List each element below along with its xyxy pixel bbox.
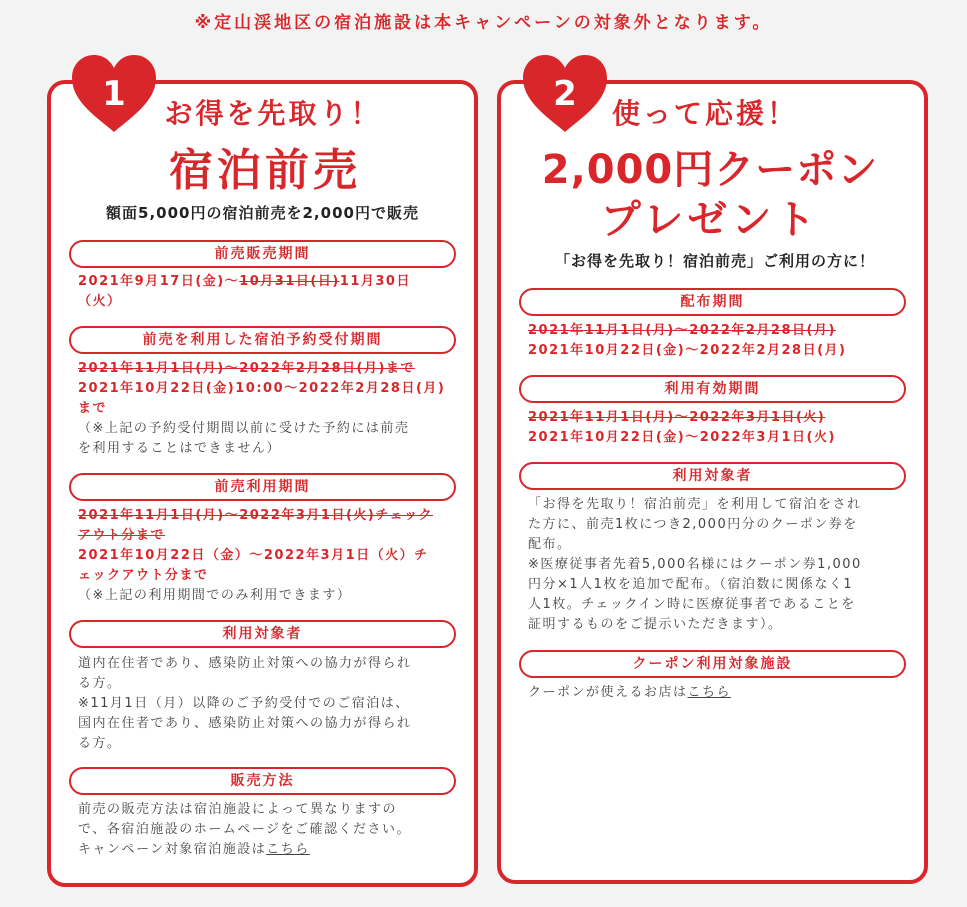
sale-period-weekday: （火）	[78, 294, 122, 309]
distribution-text	[528, 321, 900, 361]
target-line-5: る方。	[78, 736, 122, 751]
use-period-new-2: ェックアウト分まで	[78, 568, 209, 583]
coupon-target-line-4: ※医療従事者先着5,000名様にはクーポン券1,000	[528, 557, 862, 572]
coupon-shops-link[interactable]: こちら	[687, 685, 732, 700]
coupon-target-line-3: 配布。	[528, 537, 572, 552]
booking-period-new-2: まで	[78, 401, 108, 416]
use-period-note: （※上記の利用期間でのみ利用できます）	[78, 588, 352, 603]
coupon-target-line-7: 証明するものをご提示いただきます）。	[528, 617, 783, 632]
sale-period-start: 2021年9月17日(金)～	[78, 274, 240, 289]
booking-period-old: 2021年11月1日(月)～2022年2月28日(月)まで	[78, 361, 415, 376]
section-label-target: 利用対象者	[69, 620, 456, 648]
distribution-old: 2021年11月1日(月)～2022年2月28日(月)	[528, 323, 836, 338]
coupon-target-line-1: 「お得を先取り！宿泊前売」を利用して宿泊をされ	[528, 497, 862, 512]
section-label-coupon-target: 利用対象者	[519, 462, 906, 490]
heart-badge-1	[68, 52, 160, 134]
sale-period-old-end: 10月31日(日)	[239, 274, 340, 289]
section-label-validity: 利用有効期間	[519, 375, 906, 403]
facilities-link[interactable]: こちら	[266, 842, 310, 857]
target-line-3: ※11月1日（月）以降のご予約受付でのご宿泊は、	[78, 696, 410, 711]
distribution-new: 2021年10月22日(金)～2022年2月28日(月)	[528, 343, 847, 358]
target-line-2: る方。	[78, 676, 122, 691]
coupon-target-line-6: 人1枚。チェックイン時に医療従事者であることを	[528, 597, 856, 612]
section-label-sales-method: 販売方法	[69, 767, 456, 795]
use-period-text	[78, 506, 450, 586]
coupon-target-line-2: た方に、前売1枚につき2,000円分のクーポン券を	[528, 517, 858, 532]
validity-new: 2021年10月22日(金)～2022年3月1日(火)	[528, 430, 836, 445]
validity-old: 2021年11月1日(月)～2022年3月1日(火)	[528, 410, 826, 425]
card1-lead: お得を先取り！	[164, 97, 382, 130]
coupon-target-line-5: 円分×1人1枚を追加で配布。（宿泊数に関係なく1	[528, 577, 854, 592]
sale-period-new-end: 11月30日	[339, 274, 411, 289]
card2-title-line-1: 2,000円クーポン	[541, 147, 879, 193]
sales-method-line-1: 前売の販売方法は宿泊施設によって異なりますの	[78, 802, 398, 817]
heart-number: 2	[553, 74, 577, 114]
booking-note-line-1: （※上記の予約受付期間以前に受けた予約には前売	[78, 421, 410, 436]
section-label-coupon-facilities: クーポン利用対象施設	[519, 650, 906, 678]
card2-subtitle: 「お得を先取り！宿泊前売」ご利用の方に！	[554, 252, 875, 270]
section-label-distribution: 配布期間	[519, 288, 906, 316]
booking-period-text	[78, 359, 450, 419]
section-label-sale-period: 前売販売期間	[69, 240, 456, 268]
use-period-new-1: 2021年10月22日（金）～2022年3月1日（火）チ	[78, 548, 429, 563]
card2-title-line-2: プレゼント	[600, 197, 820, 243]
use-period-old-2: アウト分まで	[78, 528, 166, 543]
card2-lead: 使って応援！	[611, 97, 798, 130]
sales-method-line-2: で、各宿泊施設のホームページをご確認ください。	[78, 822, 411, 837]
target-text	[78, 654, 450, 754]
target-line-4: 国内在住者であり、感染防止対策への協力が得られ	[78, 716, 412, 731]
use-period-old-1: 2021年11月1日(月)～2022年3月1日(火)チェック	[78, 508, 433, 523]
section-label-use-period: 前売利用期間	[69, 473, 456, 501]
coupon-facilities-text	[528, 683, 900, 703]
sale-period-text	[78, 272, 450, 312]
card1-subtitle: 額面5,000円の宿泊前売を2,000円で販売	[106, 204, 419, 222]
card1-title: 宿泊前売	[169, 145, 361, 196]
booking-note-line-2: を利用することはできません）	[78, 441, 282, 456]
target-line-1: 道内在住者であり、感染防止対策への協力が得られ	[78, 656, 412, 671]
coupon-facilities-line: クーポンが使えるお店は	[528, 685, 688, 700]
validity-text	[528, 408, 900, 448]
notice-banner: ※定山渓地区の宿泊施設は本キャンペーンの対象外となります。	[194, 13, 773, 33]
sales-method-line-3: キャンペーン対象宿泊施設は	[78, 842, 267, 857]
sales-method-text	[78, 800, 450, 860]
heart-number: 1	[102, 74, 126, 114]
section-label-booking-period: 前売を利用した宿泊予約受付期間	[69, 326, 456, 354]
booking-period-note	[78, 419, 450, 459]
booking-period-new-1: 2021年10月22日(金)10:00～2022年2月28日(月)	[78, 381, 446, 396]
coupon-target-text	[528, 495, 900, 635]
